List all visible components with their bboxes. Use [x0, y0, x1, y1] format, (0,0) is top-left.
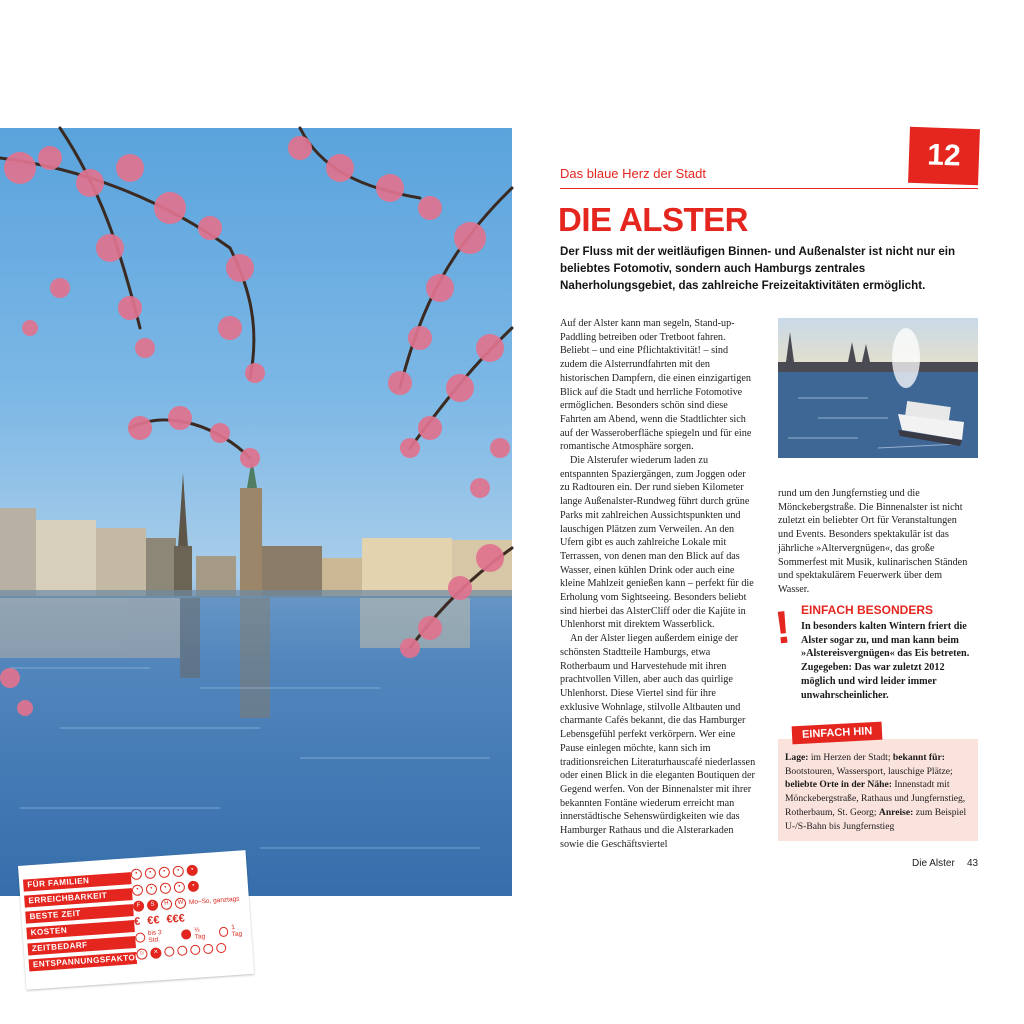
time-option-label: 1 Tag [231, 924, 243, 939]
face-icon-selected: • [186, 864, 198, 876]
tip-heading: EINFACH BESONDERS [801, 603, 934, 617]
body-column-2 [778, 487, 974, 597]
rating-labels [23, 872, 142, 975]
relax-dot [216, 943, 227, 954]
alster-photo [0, 128, 512, 970]
info-label: bekannt für: [892, 752, 945, 763]
body-paragraph: rund um den Jungfernstieg und die Mönckebergstraße. Die Binnenalster ist nicht zuletzt ein beliebter Ort für Veranstaltungen und Events. Besonders spektakulär ist das jährliche »Altervergnügen«, das große Sommerfest mit Musik, kulinarischen Ständen und spektakulärem Feuerwerk über dem Wasser. [778, 488, 968, 595]
body-paragraph: Die Alsterufer wiederum laden zu entspannten Spaziergängen, zum Joggen oder zu Radtouren ein. Der rund sieben Kilometer lange Außenalster-Rundweg führt durch grüne Parks mit zahlreichen Aussichtspunkten und lauschigen Plätzen zum Verweilen. An den Ufern gibt es auch zahlreiche Lokale mit Terrassen, von denen man den Blick auf das Wasser, einen kühlen Drink oder auch eine kleine Mahlzeit genießen kann – perfekt für die Erholung vom Sightseeing. Besonders beliebt sind hierbei das AlsterCliff oder die Kajüte in Uhlenhorst mit direktem Wasserblick. [560, 455, 754, 631]
sbahn-icon: S [147, 899, 159, 911]
time-option-dot [218, 926, 229, 937]
face-icon: • [172, 865, 184, 877]
face-icon: • [132, 884, 144, 896]
section-label: Das blaue Herz der Stadt [560, 166, 706, 181]
ferry-icon: F [133, 900, 145, 912]
euro-icon: €€€ [166, 912, 186, 926]
exclamation-icon: ! [772, 600, 794, 654]
rating-values [130, 858, 252, 962]
rating-label: KOSTEN [26, 920, 135, 940]
rating-label: ZEITBEDARF [27, 936, 136, 956]
chapter-number: 12 [926, 138, 962, 173]
info-label: beliebte Orte in der Nähe: [785, 779, 892, 791]
time-option-dot [135, 932, 146, 943]
time-option-label: ½ Tag [194, 926, 206, 941]
page-number: 43 [967, 858, 979, 869]
face-icon: • [146, 883, 158, 895]
chapter-number-badge [908, 127, 980, 185]
lead-paragraph: Der Fluss mit der weitläufigen Binnen- und Außenalster ist nicht nur ein beliebtes Fotomotiv, sondern auch Hamburgs zentrales Naherholungsgebiet, das zahlreiche Freizeitaktivitäten ermöglicht. [560, 245, 956, 292]
alster-photo-illustration [0, 128, 512, 896]
tip-text: In besonders kalten Wintern friert die Alster sogar zu, und man kann beim »Alstereisvergnügen« das Eis betreten. Zugegeben: Das war zuletzt 2012 möglich und wird leider immer unwahrscheinlicher. [801, 621, 970, 701]
body-column-1 [560, 317, 756, 851]
time-option-dot-selected [181, 929, 192, 940]
relax-icon: ☺ [136, 948, 148, 960]
info-heading: EINFACH HIN [792, 722, 883, 745]
info-label: Anreise: [878, 806, 914, 818]
face-icon: • [173, 881, 185, 893]
running-footer-title: Die Alster [912, 858, 955, 869]
euro-icon: €€ [146, 914, 160, 928]
walk-icon: W [175, 897, 187, 909]
steamer-photo-illustration [778, 318, 978, 458]
best-time-note: Mo–So, ganztags [188, 895, 240, 906]
rating-label: FÜR FAMILIEN [23, 872, 132, 892]
face-icon: • [160, 882, 172, 894]
face-icon-selected: • [187, 880, 199, 892]
info-label: Lage: [785, 752, 809, 763]
alster-steamer-photo [778, 318, 978, 458]
info-value: Innenstadt mit Mönckebergstraße, Rathaus und Jungfernstieg, Rotherbaum, St. Georg; [785, 779, 966, 818]
info-text [785, 751, 977, 833]
rating-label: BESTE ZEIT [25, 904, 134, 924]
face-icon: • [130, 868, 142, 880]
body-paragraph: Auf der Alster kann man segeln, Stand-up-Paddling betreiben oder Tretboot fahren. Beliebt – und eine Pflichtaktivität! – sind zudem die Alsterrundfahrten mit den historischen Dampfern, die einen einzigartigen Blick auf die Stadt und herrliche Fotomotive ermöglichen. Besonders schön sind diese Fahrten am Abend, wenn die Stadtlichter sich auf der Wasseroberfläche spiegeln und für eine romantische Atmosphäre sorgen. [560, 318, 752, 453]
info-value: Bootstouren, Wassersport, lauschige Plätze; [785, 765, 953, 777]
rating-card [18, 850, 254, 990]
relax-dot [190, 945, 201, 956]
rating-label: ENTSPANNUNGSFAKTOR [29, 952, 138, 972]
body-paragraph: An der Alster liegen außerdem einige der schönsten Stadtteile Hamburgs, etwa Rotherbaum und Harvestehude mit ihren prachtvollen Villen, aber auch das quirlige Uhlenhorst. Diese Viertel sind für ihre exklusive Wohnlage, stilvolle Altbauten und charmante Cafés bekannt, die das Hamburger Lebensgefühl perfekt verkörpern. Wer eine Pause einlegen möchte, kann sich im traditionsreichen Literaturhauscafé niederlassen oder einen Blick in die eleganten Boutiquen der Gegend werfen. Von der Binnenalster mit ihrer bekannten Fontäne wiederum erreicht man innerstädtische Sehenswürdigkeiten wie das Hamburger Rathaus und die Alsterarkaden sowie die Geschäftsviertel [560, 633, 756, 850]
header-rule [560, 188, 978, 189]
page-title: DIE ALSTER [558, 201, 748, 238]
info-value: im Herzen der Stadt; [810, 752, 891, 763]
relax-dot [164, 946, 175, 957]
relax-dot [203, 944, 214, 955]
time-option-label: bis 3 Std. [147, 929, 162, 945]
relax-dot [177, 945, 188, 956]
info-value: zum Beispiel U-/S-Bahn bis Jungfernstieg [785, 806, 967, 832]
relax-icon-selected: ✕ [150, 947, 162, 959]
hvv-icon: H [161, 898, 173, 910]
face-icon: • [144, 867, 156, 879]
face-icon: • [158, 866, 170, 878]
euro-icon: € [133, 915, 141, 929]
rating-label: ERREICHBARKEIT [24, 888, 133, 908]
